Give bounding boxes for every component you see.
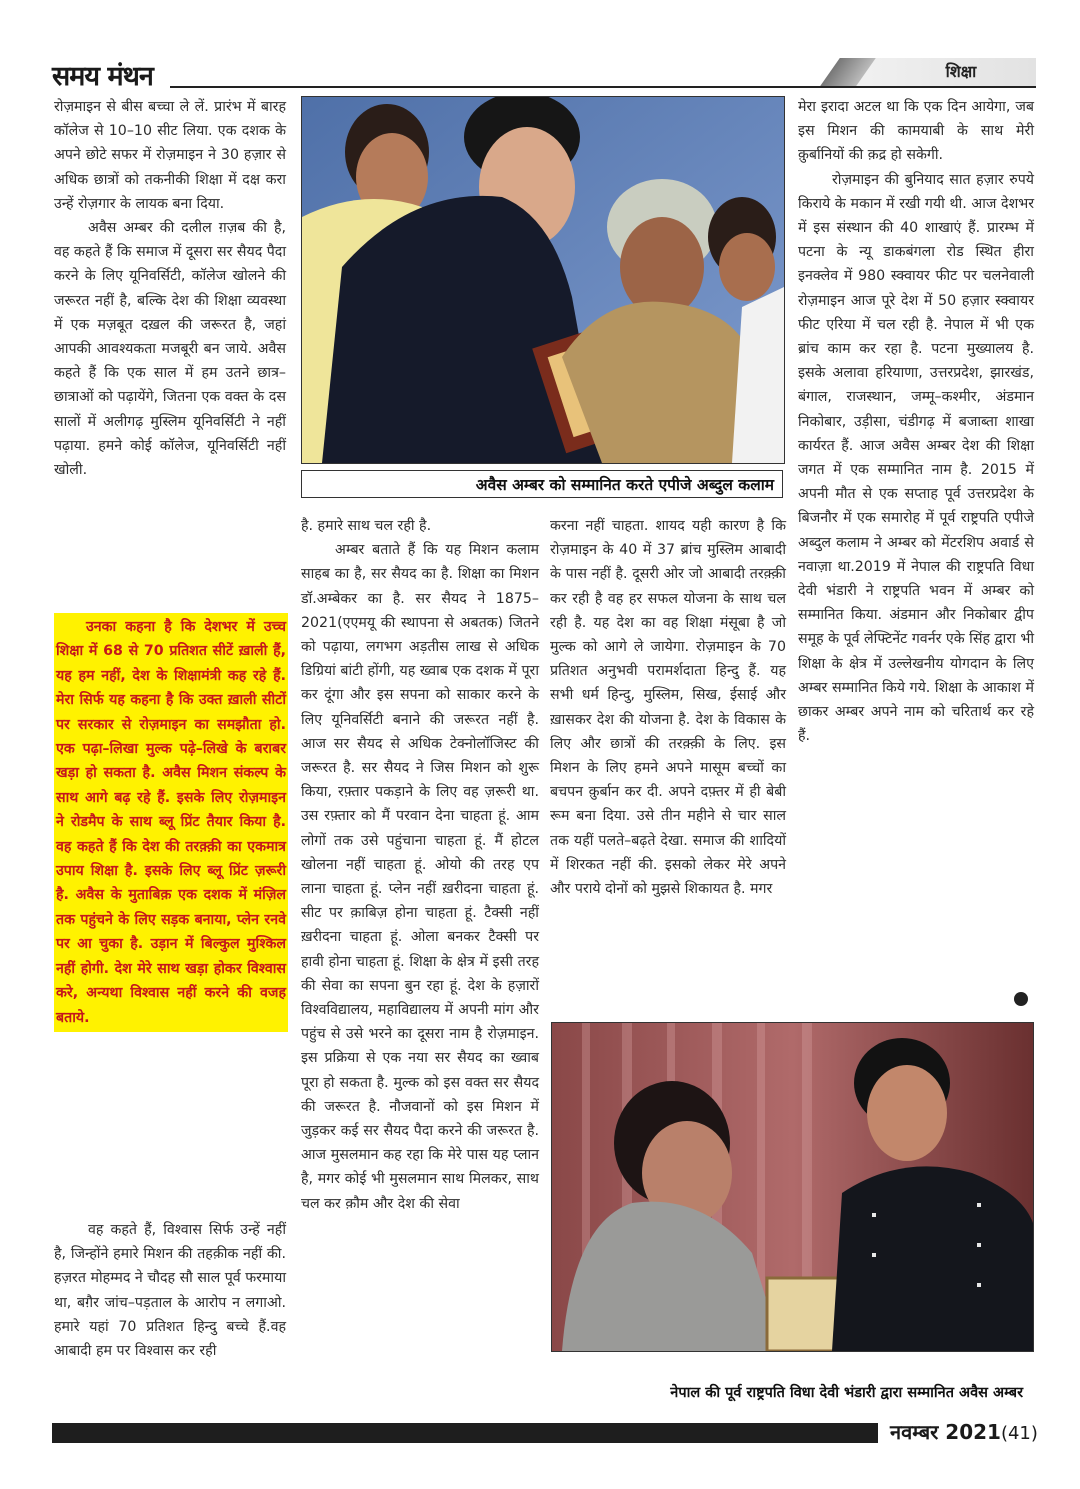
paragraph: रोज़माइन से बीस बच्चा ले लें. प्रारंभ में बारह कॉलेज से 10–10 सीट लिया. एक दशक के अपने छोटे सफर में रोज़माइन ने 30 हज़ार से अधिक छात्रों को तकनीकी शिक्षा में दक्ष करा उन्हें रोज़गार के लायक बना दिया.	[54, 99, 286, 212]
paragraph: रोज़माइन की बुनियाद सात हज़ार रुपये किराये के मकान में रखी गयी थी. आज देशभर में इस संस्थान की 40 शाखाएं हैं. प्रारम्भ में पटना के न्यू डाकबंगला रोड स्थित हीरा इनक्लेव में 980 स्क्वायर फीट पर चलनेवाली रोज़माइन आज पूरे देश में 50 हज़ार स्क्वायर फीट एरिया में चल रही है. नेपाल में भी एक ब्रांच काम कर रहा है. पटना मुख्यालय है. इसके अलावा हरियाणा, उत्तरप्रदेश, झारखंड, बंगाल, राजस्थान, जम्मू–कश्मीर, अंडमान निकोबार, उड़ीसा, चंडीगढ़ में बजाब्ता शाखा कार्यरत हैं. आज अवैस अम्बर देश की शिक्षा जगत में एक सम्मानित नाम है. 2015 में अपनी मौत से एक सप्ताह पूर्व उत्तरप्रदेश के बिजनौर में एक समारोह में पूर्व राष्ट्रपति एपीजे अब्दुल कलाम ने अम्बर को मेंटरशिप अवार्ड से नवाज़ा था.2019 में नेपाल की राष्ट्रपति विधा देवी भंडारी ने राष्ट्रपति भवन में अम्बर को सम्मानित किया. अंडमान और निकोबार द्वीप समूह के पूर्व लेफ्टिनेंट गवर्नर एके सिंह द्वारा भी शिक्षा के क्षेत्र में उल्लेखनीय योगदान के लिए अम्बर सम्मानित किये गये. शिक्षा के आकाश में छाकर अम्बर अपने नाम को चरितार्थ कर रहे हैं.	[798, 171, 1034, 745]
page-number: (41)	[1000, 1423, 1038, 1444]
paragraph: मेरा इरादा अटल था कि एक दिन आयेगा, जब इस मिशन की कामयाबी के साथ मेरी क़ुर्बानियों की क़द्र हो सकेगी.	[798, 99, 1034, 164]
article-column-1	[54, 95, 286, 482]
article-column-3	[550, 514, 786, 901]
paragraph: अम्बर बताते हैं कि यह मिशन कलाम साहब का है, सर सैयद का है. शिक्षा का मिशन डॉ.अम्बेकर का है. सर सैयद ने 1875–2021(एएमयू की स्थापना से अबतक) जितने को पढ़ाया, लगभग अड़तीस लाख से अधिक डिग्रियां बांटी होंगी, यह ख्वाब एक दशक में पूरा कर दूंगा और इस सपना को साकार करने के लिए यूनिवर्सिटी बनाने की जरूरत नहीं है. आज सर सैयद से अधिक टेक्नोलॉजिस्ट की जरूरत है. सर सैयद ने जिस मिशन को शुरू किया, रफ़्तार पकड़ाने के लिए वह ज़रूरी था. उस रफ़्तार को मैं परवान देना चाहता हूं. आम लोगों तक उसे पहुंचाना चाहता हूं. मैं होटल खोलना नहीं चाहता हूं. ओयो की तरह एप लाना चाहता हूं. प्लेन नहीं ख़रीदना चाहता हूं. सीट पर क़ाबिज़ होना चाहता हूं. टैक्सी नहीं ख़रीदना चाहता हूं. ओला बनकर टैक्सी पर हावी होना चाहता हूं. शिक्षा के क्षेत्र में इसी तरह की सेवा का सपना बुन रहा हूं. देश के हज़ारों विश्वविद्यालय, महाविद्यालय में अपनी मांग और पहुंच से उसे भरने का दूसरा नाम है रोज़माइन. इस प्रक्रिया से एक नया सर सैयद का ख्वाब पूरा हो सकता है. मुल्क को इस वक्त सर सैयद की जरूरत है. नौजवानों को इस मिशन में जुड़कर कई सर सैयद पैदा करने की जरूरत है. आज मुसलमान कह रहा कि मेरे पास यह प्लान है, मगर कोई भी मुसलमान साथ मिलकर, साथ चल कर क़ौम और देश की सेवा	[301, 542, 539, 1212]
article-column-2	[301, 514, 539, 1216]
article-end-mark	[1014, 992, 1028, 1006]
nepal-president-illustration	[552, 1023, 1033, 1351]
section-label: शिक्षा	[945, 62, 977, 81]
highlighted-quote: उनका कहना है कि देशभर में उच्च शिक्षा में 68 से 70 प्रतिशत सीटें ख़ाली हैं, यह हम नहीं, देश के शिक्षामंत्री कह रहे हैं. मेरा सिर्फ यह कहना है कि उक्त ख़ाली सीटों पर सरकार से रोज़माइन का समझौता हो. एक पढ़ा–लिखा मुल्क पढ़े–लिखे के बराबर खड़ा हो सकता है. अवैस मिशन संकल्प के साथ आगे बढ़ रहे हैं. इसके लिए रोज़माइन ने रोडमैप के साथ ब्लू प्रिंट तैयार किया है. वह कहते हैं कि देश की तरक़्क़ी का एकमात्र उपाय शिक्षा है. इसके लिए ब्लू प्रिंट ज़रूरी है. अवैस के मुताबिक़ एक दशक में मंज़िल तक पहुंचने के लिए सड़क बनाया, प्लेन रनवे पर आ चुका है. उड़ान में बिल्कुल मुश्किल नहीं होगी. देश मेरे साथ खड़ा होकर विश्वास करे, अन्यथा विश्वास नहीं करने की वजह बताये.	[56, 619, 286, 1026]
footer-issue	[890, 1418, 1038, 1445]
paragraph: अवैस अम्बर की दलील ग़ज़ब की है, वह कहते हैं कि समाज में दूसरा सर सैयद पैदा करने के लिए यूनिवर्सिटी, कॉलेज खोलने की जरूरत नहीं है, बल्कि देश की शिक्षा व्यवस्था में एक मज़बूत दख़ल की जरूरत है, जहां आपकी आवश्यकता मजबूरी बन जाये. अवैस कहते हैं कि एक साल में हम उतने छात्र–छात्राओं को पढ़ायेंगे, जितना एक वक्त के दस सालों में अलीगढ़ मुस्लिम यूनिवर्सिटी ने नहीं पढ़ाया. हमने कोई कॉलेज, यूनिवर्सिटी नहीं खोली.	[54, 220, 287, 479]
top-photo-caption: अवैस अम्बर को सम्मानित करते एपीजे अब्दुल कलाम	[475, 476, 774, 494]
paragraph: है. हमारे साथ चल रही है.	[301, 518, 432, 534]
paragraph: वह कहते हैं, विश्वास सिर्फ उन्हें नहीं है, जिन्होंने हमारे मिशन की तहक़ीक नहीं की. हज़रत मोहम्मद ने चौदह सौ साल पूर्व फरमाया था, बग़ैर जांच–पड़ताल के आरोप न लगाओ. हमारे यहां 70 प्रतिशत हिन्दु बच्चे हैं.वह आबादी हम पर विश्वास कर रही	[54, 1222, 286, 1360]
highlighted-quote-box	[54, 613, 288, 1032]
top-photo-caption-box	[301, 470, 783, 498]
issue-date: नवम्बर 2021	[890, 1420, 1001, 1444]
nepal-president-photo	[551, 1022, 1034, 1352]
article-column-4	[798, 95, 1034, 748]
article-column-1-continued	[54, 1218, 286, 1363]
bottom-photo-caption: नेपाल की पूर्व राष्ट्रपति विधा देवी भंडारी द्वारा सम्मानित अवैस अम्बर	[670, 1385, 1023, 1401]
header-rule	[170, 86, 1036, 88]
footer-bar	[52, 1423, 878, 1443]
paragraph: करना नहीं चाहता. शायद यही कारण है कि रोज़माइन के 40 में 37 ब्रांच मुस्लिम आबादी के पास नहीं है. दूसरी ओर जो आबादी तरक़्क़ी कर रही है वह हर सफल योजना के साथ चल रही है. यह देश का वह शिक्षा मंसूबा है जो मुल्क को आगे ले जायेगा. रोज़माइन के 70 प्रतिशत अनुभवी परामर्शदाता हिन्दु हैं. यह सभी धर्म हिन्दु, मुस्लिम, सिख, ईसाई और ख़ासकर देश की योजना है. देश के विकास के लिए और छात्रों की तरक़्क़ी के लिए. इस मिशन के लिए हमने अपने मासूम बच्चों का बचपन क़ुर्बान कर दी. अपने दफ़्तर में ही बेबी रूम बना दिया. उसे तीन महीने से चार साल तक यहीं पलते–बढ़ते देखा. समाज की शादियों में शिरकत नहीं की. इसको लेकर मेरे अपने और पराये दोनों को मुझसे शिकायत है. मगर	[550, 518, 786, 898]
award-ceremony-photo	[301, 96, 785, 464]
magazine-title: समय मंथन	[52, 61, 153, 92]
award-ceremony-illustration	[302, 97, 784, 463]
